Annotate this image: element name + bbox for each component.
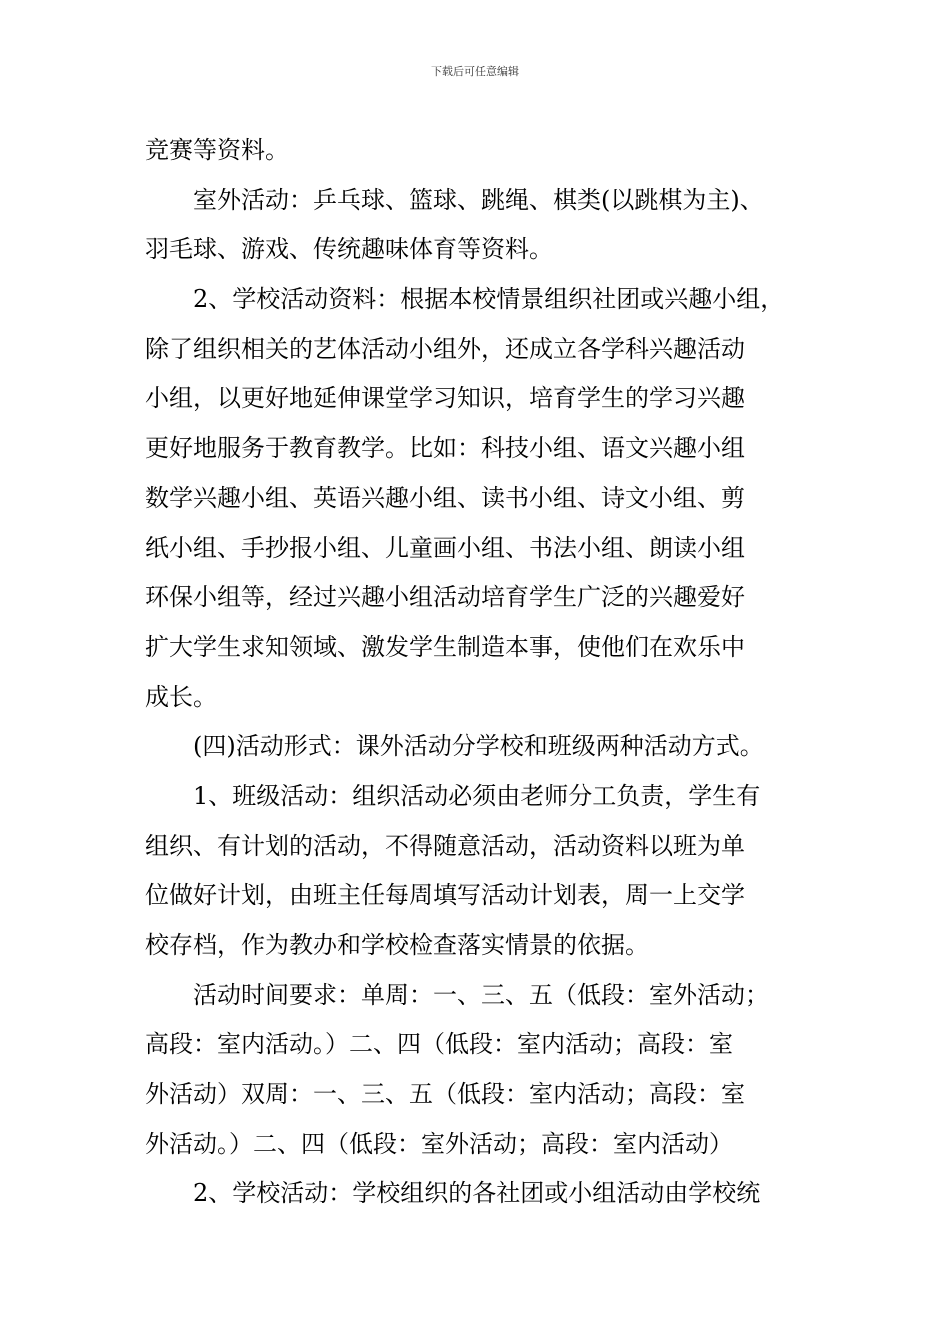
text-line: 2、学校活动资料：根据本校情景组织社团或兴趣小组， [193,285,785,314]
text-line: (四)活动形式：课外活动分学校和班级两种活动方式。 [193,732,764,761]
text-line: 小组，以更好地延伸课堂学习知识，培育学生的学习兴趣 [145,384,745,413]
text-line: 活动时间要求：单周：一、三、五（低段：室外活动； [193,980,769,1009]
text-line: 成长。 [145,682,217,711]
text-line: 外活动。）二、四（低段：室外活动；高段：室内活动） [145,1129,733,1158]
text-line: 高段：室内活动。）二、四（低段：室内活动；高段：室 [145,1030,733,1059]
text-line: 室外活动：乒乓球、篮球、跳绳、棋类(以跳棋为主)、 [193,185,764,214]
text-line: 外活动）双周：一、三、五（低段：室内活动；高段：室 [145,1080,745,1109]
text-line: 竞赛等资料。 [145,136,289,164]
text-line: 纸小组、手抄报小组、儿童画小组、书法小组、朗读小组 [145,533,745,562]
text-line: 除了组织相关的艺体活动小组外，还成立各学科兴趣活动 [145,334,745,363]
page-header [0,64,950,80]
text-line: 2、学校活动：学校组织的各社团或小组活动由学校统 [193,1179,761,1208]
text-line: 环保小组等，经过兴趣小组活动培育学生广泛的兴趣爱好 [145,583,745,612]
text-line: 数学兴趣小组、英语兴趣小组、读书小组、诗文小组、剪 [145,483,745,512]
header-text: 下载后可任意编辑 [431,65,519,78]
text-line: 校存档，作为教办和学校检查落实情景的依据。 [145,931,649,959]
text-line: 羽毛球、游戏、传统趣味体育等资料。 [145,235,553,264]
text-line: 组织、有计划的活动，不得随意活动，活动资料以班为单 [145,831,745,860]
text-line: 位做好计划，由班主任每周填写活动计划表，周一上交学 [145,881,745,910]
text-line: 扩大学生求知领域、激发学生制造本事，使他们在欢乐中 [145,632,745,661]
text-line: 更好地服务于教育教学。比如：科技小组、语文兴趣小组 [145,434,745,463]
document-body [145,126,815,1219]
text-line: 1、班级活动：组织活动必须由老师分工负责，学生有 [193,781,761,810]
